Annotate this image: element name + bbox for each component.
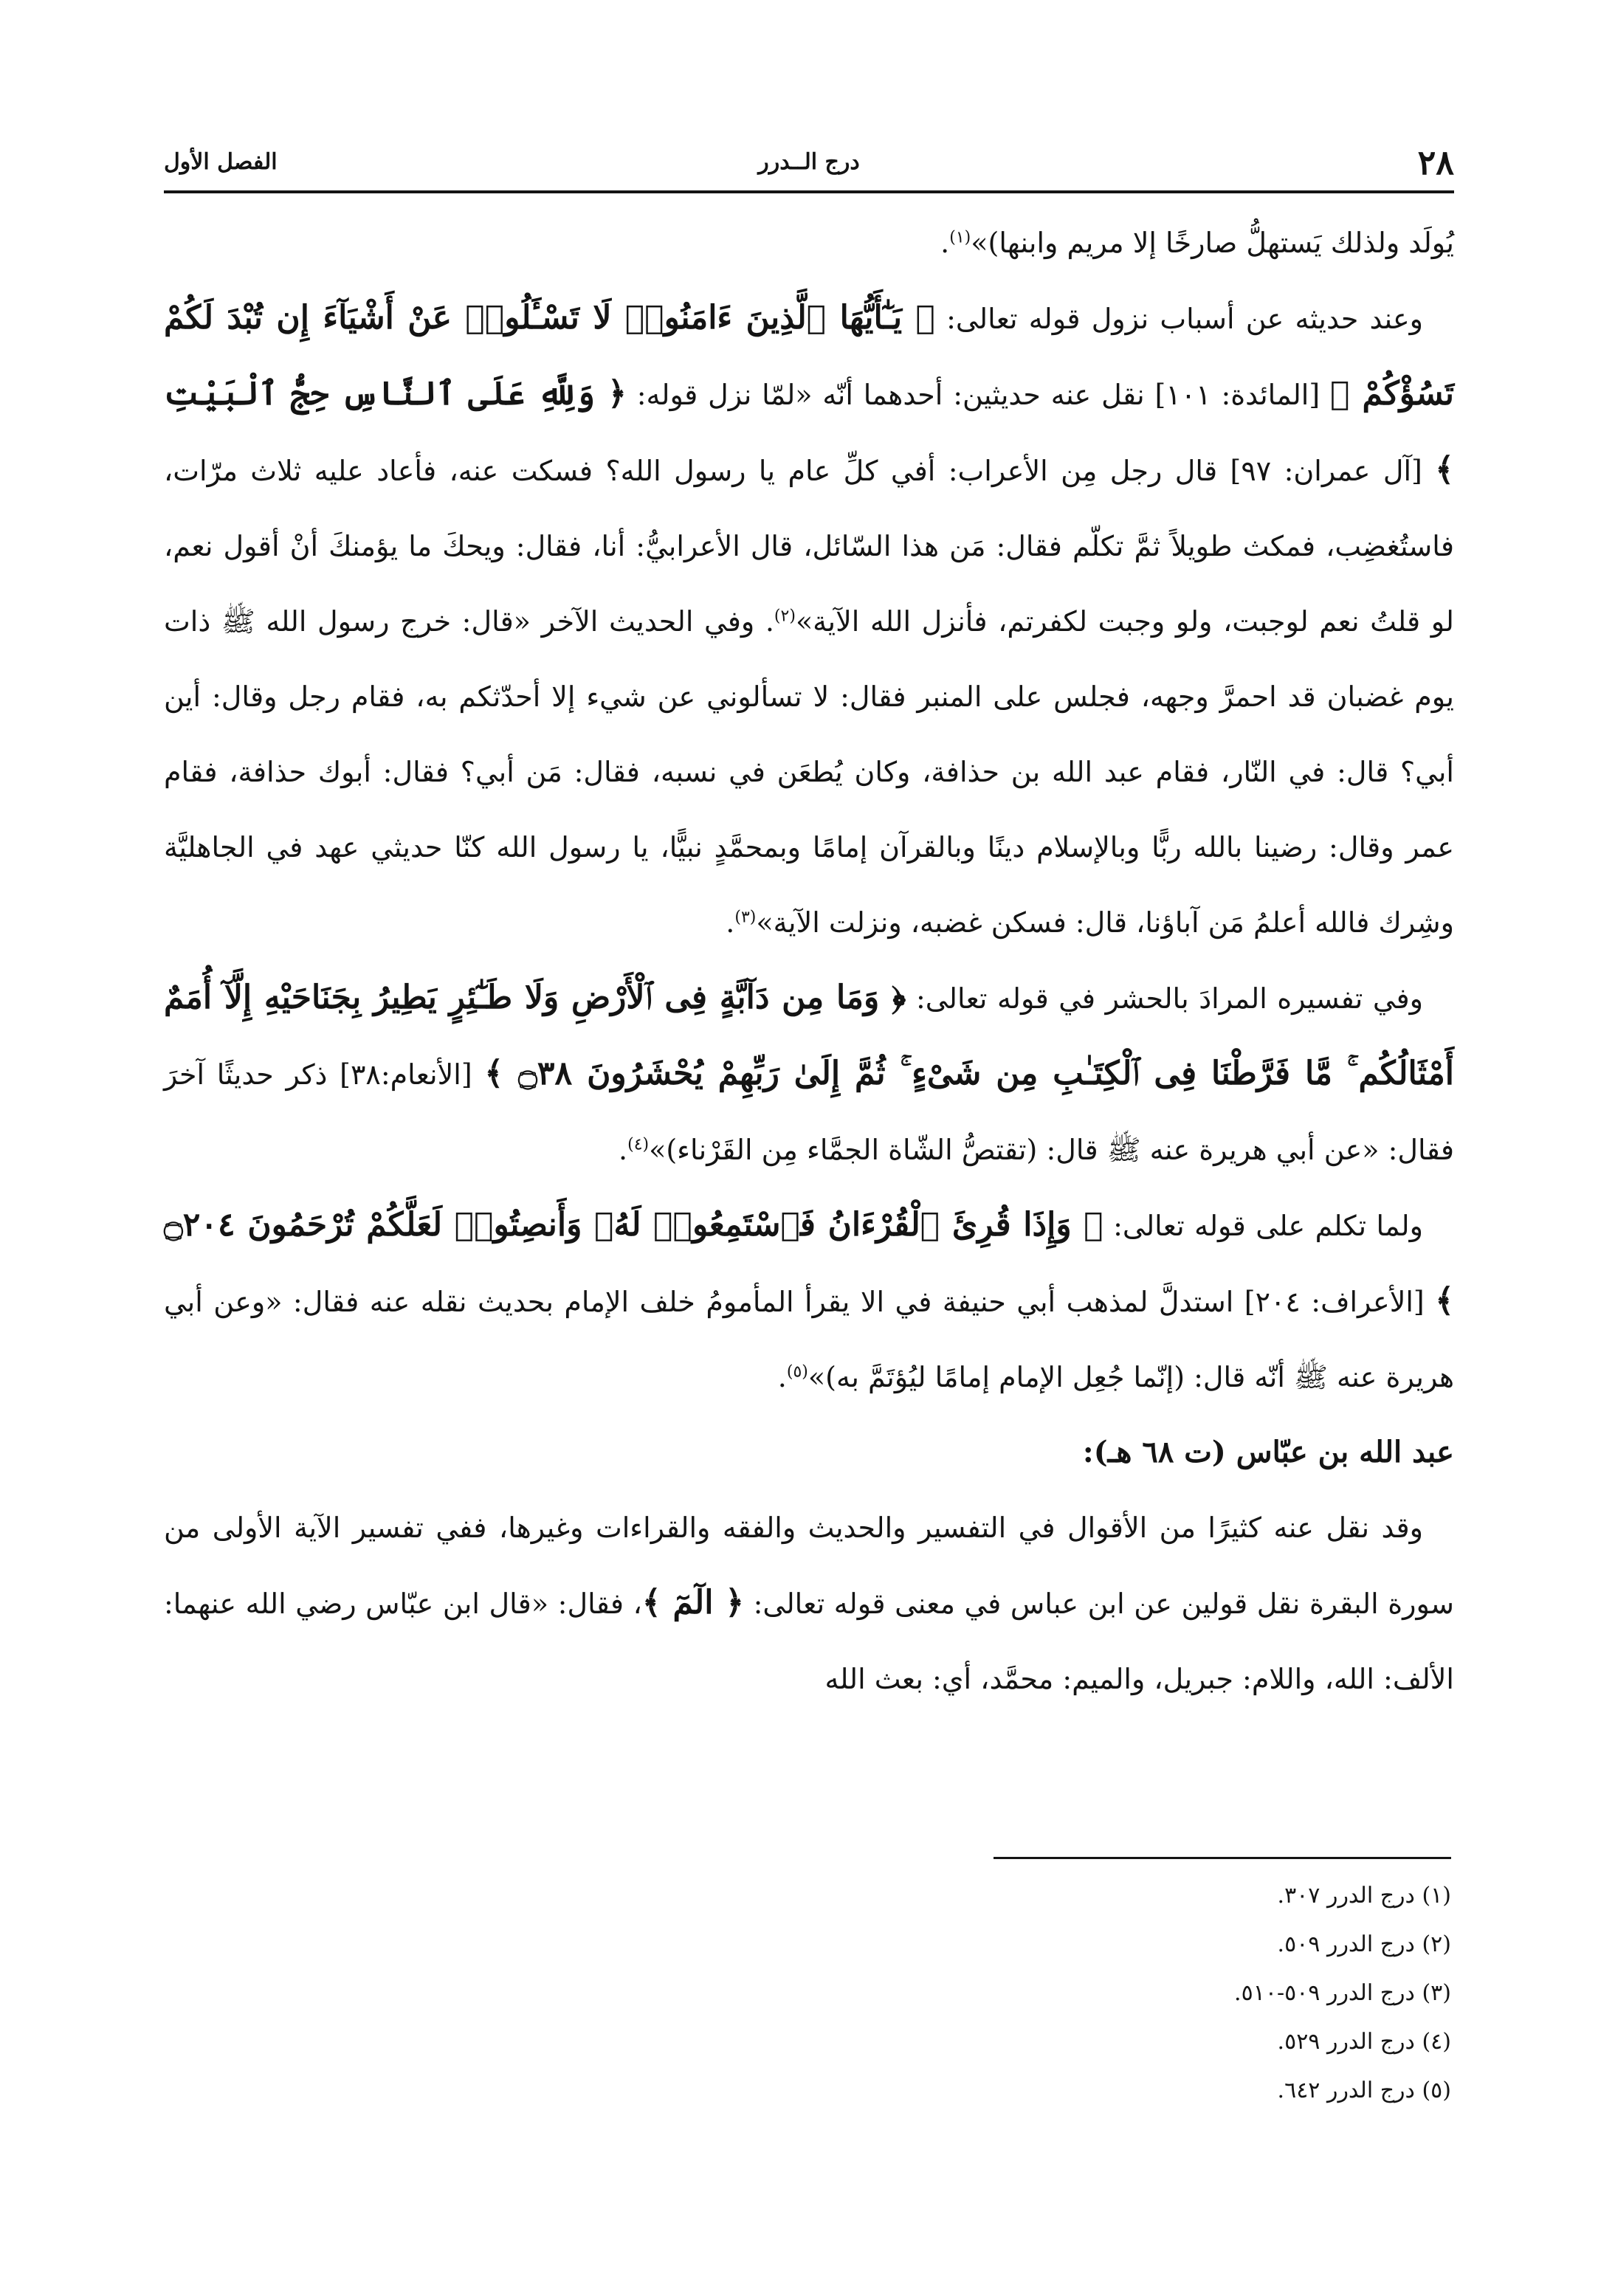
footnote-ref: (٣) [734,908,757,927]
text-span: . [619,1134,628,1166]
text-span: [المائدة: ١٠١] نقل عنه حديثين: أحدهما أنّه «لمّا نزل قوله: [626,379,1331,411]
text-span: . [777,1361,787,1393]
footnote-ref: (١) [949,228,971,247]
footnote: (١) درج الدرر ٣٠٧. [1277,1883,1451,1909]
text-span: ، فقال: «قال ابن عبّاس رضي الله عنهما: الألف: الله، واللام: جبريل، والميم: محمَّد، أي: بعث الله [164,1587,1454,1695]
text-span: ولما تكلم على قوله تعالى: [1103,1210,1423,1242]
header-rule [164,190,1454,193]
paragraph-3 [164,960,1454,1187]
text-span: وعند حديثه عن أسباب نزول قوله تعالى: [934,303,1423,335]
paragraph-1 [164,205,1454,280]
book-title: درج الــدرر [758,149,860,175]
text-span: [آل عمران: ٩٧] قال رجل مِن الأعراب: أفي كلِّ عام يا رسول الله؟ فسكت عنه، فأعاد عليه ثلاث مرّات، فاستُغضِب، فمكث طويلاً ثمَّ تكلّم فقال: مَن هذا السّائل، قال الأعرابيُّ: أنا، فقال: ويحكَ ما يؤمنكَ أنْ أقول نعم، لو قلتُ نعم لوجبت، ولو وجبت لكفرتم، فأنزل الله الآية» [164,455,1455,638]
text-span: . وفي الحديث الآخر «قال: خرج رسول الله ﷺ ذات يوم غضبان قد احمرَّ وجهه، فجلس على المنبر فقال: لا تسألوني عن شيء إلا أحدّثكم به، فقام رجل وقال: أين أبي؟ قال: في النّار، فقام عبد الله بن حذافة، وكان يُطعَن في نسبه، فقال: مَن أبي؟ فقال: أبوك حذافة، فقام عمر وقال: رضينا بالله ربًّا وبالإسلام دينًا وبالقرآن إمامًا وبمحمَّدٍ نبيًّا، يا رسول الله كنّا حديثي عهد في الجاهليَّة وشِرك فالله أعلمُ مَن آباؤنا، قال: فسكن غضبه، ونزلت الآية» [164,605,1454,939]
footnote: (٣) درج الدرر ٥٠٩-٥١٠. [1234,1980,1451,2006]
quran-verse: ﴿ وَلِلَّهِ عَلَى ٱلنَّاسِ حِجُّ ٱلْبَيْتِ ﴾ [164,375,1454,489]
footnote: (٥) درج الدرر ٦٤٢. [1277,2078,1451,2103]
quran-verse: ﴿ وَإِذَا قُرِئَ ٱلْقُرْءَانُ فَٱسْتَمِعُوا۟ لَهُۥ وَأَنصِتُوا۟ لَعَلَّكُمْ تُرْحَمُونَ ۝٢٠٤ ﴾ [164,1206,1454,1320]
footnote: (٢) درج الدرر ٥٠٩. [1277,1931,1451,1957]
chapter-title: الفصل الأول [164,149,278,175]
footnote: (٤) درج الدرر ٥٢٩. [1277,2029,1451,2055]
text-span: يُولَد ولذلك يَستهلُّ صارخًا إلا مريم وابنها)» [971,227,1454,259]
running-header [164,140,1454,187]
paragraph-5 [164,1490,1454,1717]
page-number: ٢٨ [1417,142,1454,182]
footnote-ref: (٢) [774,607,796,626]
text-span: وفي تفسيره المرادَ بالحشر في قوله تعالى: [906,982,1424,1015]
section-heading: عبد الله بن عبّاس (ت ٦٨ هـ): [1082,1435,1454,1469]
footnote-ref: (٤) [627,1135,650,1154]
quran-verse: ﴿ يَـٰٓأَيُّهَا ٱلَّذِينَ ءَامَنُوا۟ لَا تَسْـَٔلُوا۟ عَنْ أَشْيَآءَ إِن تُبْدَ لَكُمْ تَسُؤْكُمْ ﴾ [164,299,1455,413]
paragraph-4 [164,1187,1454,1415]
text-span: [الأعراف: ٢٠٤] استدلَّ لمذهب أبي حنيفة في الا يقرأ المأمومُ خلف الإمام بحديث نقله عنه فقال: «وعن أبي هريرة عنه ﷺ أنّه قال: (إنّما جُعِل الإمام إمامًا ليُؤتَمَّ به)» [164,1286,1454,1393]
text-span: وقد نقل عنه كثيرًا من الأقوال في التفسير والحديث والفقه والقراءات وغيرها، ففي تفسير الآية الأولى من سورة البقرة نقل قولين عن ابن عباس في معنى قوله تعالى: [164,1511,1454,1620]
text-span: . [940,227,950,259]
footnote-rule [994,1857,1451,1859]
text-span: [الأنعام:٣٨] ذكر حديثًا آخرَ فقال: «عن أبي هريرة عنه ﷺ قال: (تقتصُّ الشّاة الجمَّاء مِن القَرْناء)» [164,1058,1454,1166]
paragraph-2 [164,280,1454,960]
footnotes [565,1872,1451,2115]
quran-verse: ﴿ وَمَا مِن دَآبَّةٍ فِى ٱلْأَرْضِ وَلَا طَـٰٓئِرٍ يَطِيرُ بِجَنَاحَيْهِ إِلَّآ أُمَمٌ أَمْثَالُكُم ۚ مَّا فَرَّطْنَا فِى ٱلْكِتَـٰبِ مِن شَىْءٍ ۚ ثُمَّ إِلَىٰ رَبِّهِمْ يُحْشَرُونَ ۝٣٨ ﴾ [164,979,1454,1092]
footnote-ref: (٥) [786,1362,808,1382]
quran-verse: ﴿ الٓمٓ ﴾ [641,1584,745,1621]
main-text [164,205,1454,1717]
text-span: . [726,906,735,939]
